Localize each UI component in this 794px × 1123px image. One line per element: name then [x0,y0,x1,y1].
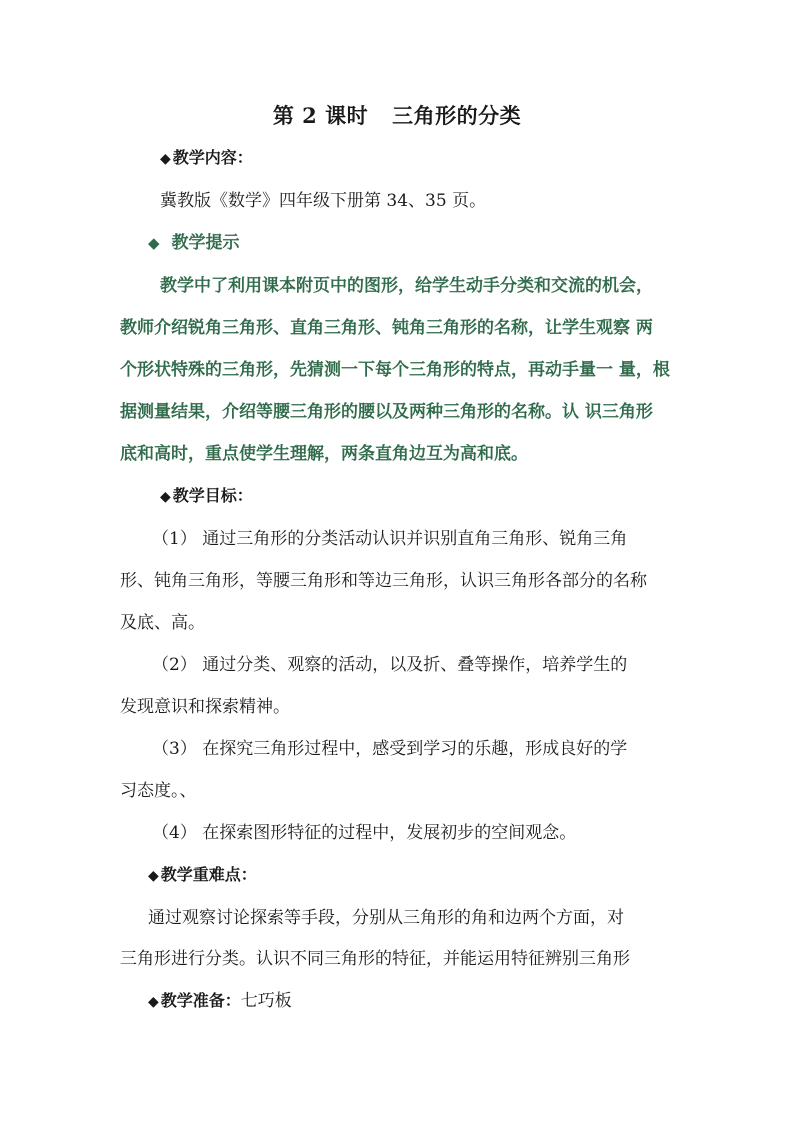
key-points-heading [148,863,728,888]
diamond-bullet-icon: ◆ [160,151,171,167]
preparation-heading [148,991,241,1010]
content-heading-label: 教学内容： [172,148,253,167]
key-points-line: 通过观察讨论探索等手段，分别从三角形的角和边两个方面，对 [148,908,624,928]
hints-line: 个形状特殊的三角形，先猜测一下每个三角形的特点，再动手量一 量，根 [120,360,670,380]
diamond-bullet-icon: ◆ [148,234,160,252]
goals-heading-label: 教学目标： [172,486,253,505]
goals-line: （2） 通过分类、观察的活动，以及折、叠等操作，培养学生的 [152,655,628,675]
content-text: 冀教版《数学》四年级下册第 34、35 页。 [160,191,487,211]
goals-line: 习态度。、 [120,781,197,801]
hints-heading [148,231,728,255]
lesson-number: 第 2 课时 [272,103,369,128]
diamond-bullet-icon: ◆ [148,994,159,1010]
goals-heading [160,484,740,509]
lesson-topic: 三角形的分类 [392,103,522,128]
key-points-heading-label: 教学重难点： [160,865,257,884]
key-points-line: 三角形进行分类。认识不同三角形的特征，并能运用特征辨别三角形 [120,949,630,969]
hints-line: 教学中了利用课本附页中的图形，给学生动手分类和交流的机会， [160,276,653,296]
hints-line: 底和高时，重点使学生理解，两条直角边互为高和底。 [120,444,528,464]
goals-line: 发现意识和探索精神。 [120,697,290,717]
goals-line: 形、钝角三角形，等腰三角形和等边三角形，认识三角形各部分的名称 [120,571,647,591]
content-heading [160,146,740,171]
hints-line: 据测量结果，介绍等腰三角形的腰以及两种三角形的名称。认 识三角形 [120,402,653,422]
goals-line: （4） 在探索图形特征的过程中，发展初步的空间观念。 [152,823,577,843]
preparation-value: 七巧板 [240,991,292,1011]
goals-line: （3） 在探究三角形过程中，感受到学习的乐趣，形成良好的学 [152,739,628,759]
page-title [0,100,794,130]
hints-heading-label: 教学提示 [171,233,240,253]
goals-line: 及底、高。 [120,613,205,633]
goals-line: （1） 通过三角形的分类活动认识并识别直角三角形、锐角三角 [152,529,628,549]
preparation-row [148,989,728,1014]
hints-line: 教师介绍锐角三角形、直角三角形、钝角三角形的名称，让学生观察 两 [120,318,653,338]
diamond-bullet-icon: ◆ [148,868,159,884]
diamond-bullet-icon: ◆ [160,489,171,505]
preparation-heading-label: 教学准备： [160,991,241,1010]
